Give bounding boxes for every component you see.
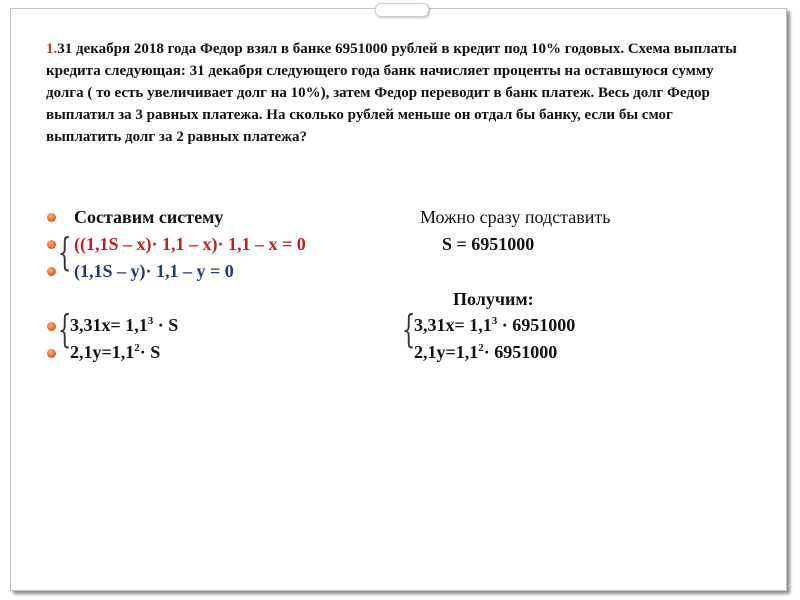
bullet-icon xyxy=(47,322,56,331)
result-heading: Получим: xyxy=(453,289,534,309)
system-eq-x-base: 3,31x= 1,1 xyxy=(70,315,148,335)
substitute-note: Можно сразу подставить xyxy=(420,207,611,227)
bullet-icon xyxy=(47,267,56,276)
equation-x: ((1,1S – x)· 1,1 – x)· 1,1 – x = 0 xyxy=(74,234,306,254)
system-heading: Составим систему xyxy=(74,207,224,227)
result-eq-y xyxy=(414,341,557,363)
frame-top-tab xyxy=(375,3,429,17)
bullet-icon xyxy=(47,240,56,249)
system-eq-y-base: 2,1y=1,1 xyxy=(70,342,135,362)
result-brace-icon: { xyxy=(402,307,416,351)
result-eq-y-tail: · 6951000 xyxy=(483,342,558,362)
result-eq-x xyxy=(414,314,575,336)
system-eq-y-tail: · S xyxy=(139,342,161,362)
problem-statement xyxy=(46,38,746,148)
system-brace-icon: { xyxy=(58,307,72,351)
result-eq-y-base: 2,1y=1,1 xyxy=(414,342,479,362)
bullet-icon xyxy=(47,349,56,358)
result-eq-x-exponent: 3 xyxy=(491,315,498,327)
problem-number: 1. xyxy=(46,41,58,57)
substitution-value: S = 6951000 xyxy=(442,234,535,254)
result-eq-x-base: 3,31x= 1,1 xyxy=(414,315,492,335)
system-eq-x-tail: · S xyxy=(153,315,179,335)
system-eq-y-exponent: 2 xyxy=(134,342,140,354)
system-eq-x xyxy=(70,314,178,336)
problem-text: 31 декабря 2018 года Федор взял в банке 6951000 рублей в кредит под 10% годовых. Схема выплаты кредита следующая: 31 декабря следующего года банк начисляет проценты на оставшуюся сумму долга ( то есть увеличивает долг на 10%), затем Федор переводит в банк платеж. Весь долг Федор выплатил за 3 равных платежа. На сколько рублей меньше он отдал бы банку, если бы смог выплатить долг за 2 равных платежа? xyxy=(46,41,737,145)
system-eq-x-exponent: 3 xyxy=(147,315,154,327)
equation-y: (1,1S – y)· 1,1 – y = 0 xyxy=(74,261,234,281)
bullet-icon xyxy=(47,213,56,222)
system-brace-icon: { xyxy=(58,230,72,274)
system-eq-y xyxy=(70,341,160,363)
result-eq-y-exponent: 2 xyxy=(478,342,484,354)
result-eq-x-tail: · 6951000 xyxy=(497,315,576,335)
